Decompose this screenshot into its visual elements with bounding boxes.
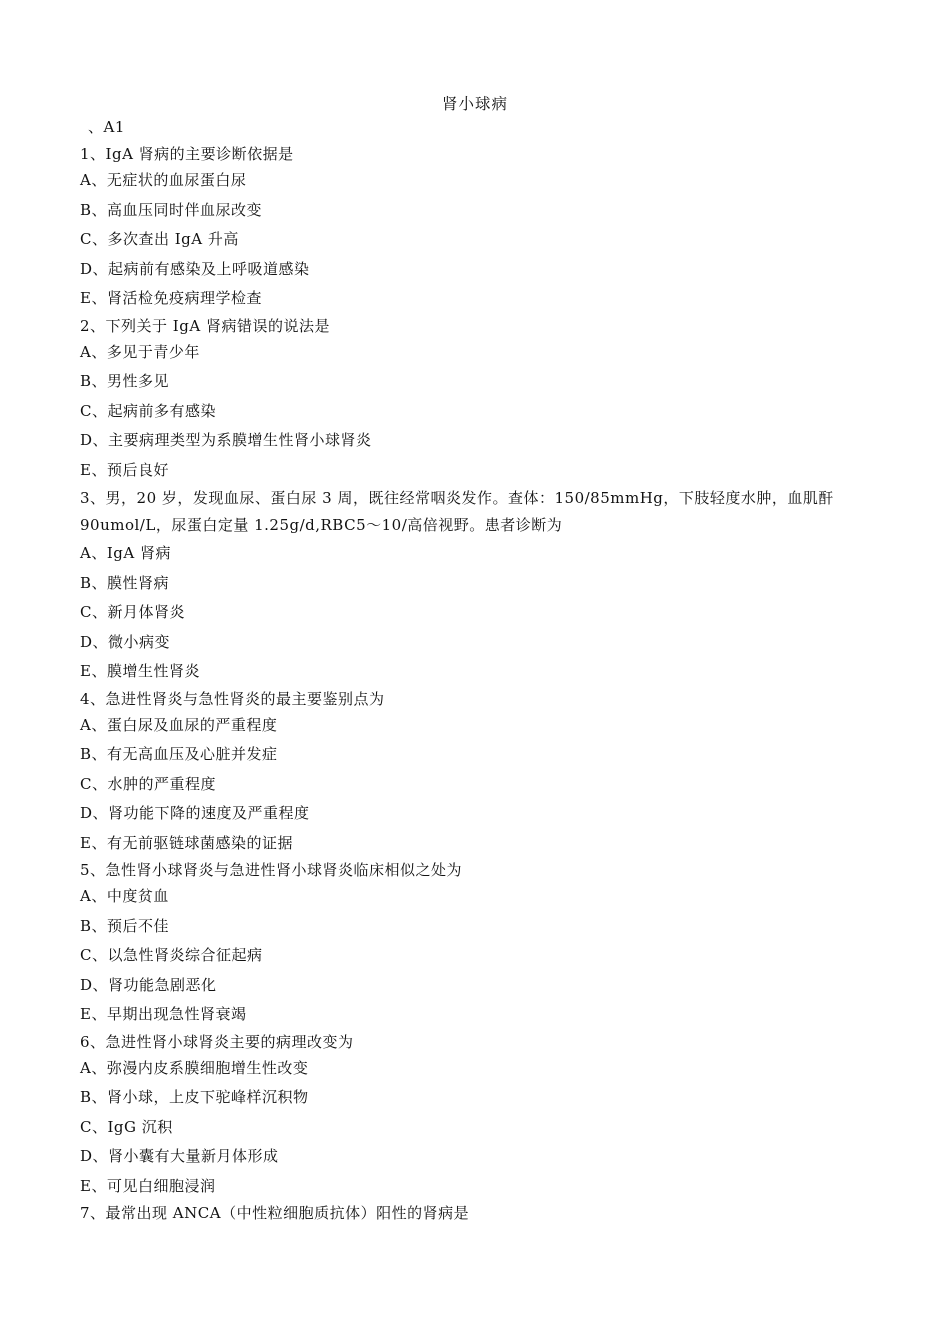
answer-option: C、IgG 沉积	[80, 1117, 173, 1136]
page-title: 肾小球病	[441, 95, 508, 113]
answer-option: D、肾小囊有大量新月体形成	[80, 1147, 279, 1165]
question-stem: 4、急进性肾炎与急性肾炎的最主要鉴别点为	[80, 689, 385, 708]
answer-option: C、多次查出 IgA 升高	[80, 230, 239, 248]
answer-option: B、高血压同时伴血尿改变	[80, 200, 263, 219]
answer-option: C、以急性肾炎综合征起病	[80, 946, 263, 964]
answer-option: D、主要病理类型为系膜增生性肾小球肾炎	[80, 431, 372, 449]
question-stem: 3、男，20 岁，发现血尿、蛋白尿 3 周，既往经常咽炎发作。查体：150/85mmHg，下肢轻度水肿，血肌酐 90umol/L，尿蛋白定量 1.25g/d,RBC5～10/高倍视野。患者诊断为	[80, 489, 834, 534]
answer-option: E、膜增生性肾炎	[80, 662, 200, 680]
answer-option: A、蛋白尿及血尿的严重程度	[80, 715, 278, 734]
answer-option: B、男性多见	[80, 372, 170, 390]
answer-option: C、水肿的严重程度	[80, 774, 216, 793]
answer-option: B、有无高血压及心脏并发症	[80, 745, 278, 763]
answer-option: E、有无前驱链球菌感染的证据	[80, 833, 293, 852]
answer-option: D、微小病变	[80, 632, 171, 651]
question-stem: 1、IgA 肾病的主要诊断依据是	[80, 145, 294, 163]
question-6	[80, 1030, 870, 1202]
question-2	[80, 314, 870, 486]
answer-option: A、中度贫血	[80, 887, 169, 905]
answer-option: C、起病前多有感染	[80, 401, 216, 420]
answer-option: E、预后良好	[80, 460, 169, 479]
answer-option: C、新月体肾炎	[80, 603, 185, 621]
answer-option: A、IgA 肾病	[80, 544, 171, 562]
answer-option: A、多见于青少年	[80, 342, 200, 361]
answer-option: D、起病前有感染及上呼吸道感染	[80, 259, 310, 278]
question-stem: 7、最常出现 ANCA（中性粒细胞质抗体）阳性的肾病是	[80, 1204, 470, 1222]
answer-option: D、肾功能急剧恶化	[80, 975, 217, 994]
question-5	[80, 858, 870, 1030]
answer-option: D、肾功能下降的速度及严重程度	[80, 804, 310, 822]
question-4	[80, 687, 870, 859]
question-3	[80, 485, 870, 687]
answer-option: E、可见白细胞浸润	[80, 1176, 216, 1195]
question-7	[80, 1201, 870, 1225]
question-stem: 2、下列关于 IgA 肾病错误的说法是	[80, 316, 330, 335]
answer-option: E、早期出现急性肾衰竭	[80, 1005, 247, 1023]
question-1	[80, 142, 870, 314]
question-list	[80, 142, 870, 1225]
answer-option: A、弥漫内皮系膜细胞增生性改变	[80, 1058, 309, 1077]
question-stem: 5、急性肾小球肾炎与急进性肾小球肾炎临床相似之处为	[80, 861, 463, 879]
answer-option: B、预后不佳	[80, 916, 170, 935]
answer-option: A、无症状的血尿蛋白尿	[80, 171, 247, 189]
question-stem: 6、急进性肾小球肾炎主要的病理改变为	[80, 1032, 354, 1051]
answer-option: E、肾活检免疫病理学检查	[80, 289, 262, 307]
answer-option: B、膜性肾病	[80, 573, 170, 592]
section-label: 、A1	[88, 118, 125, 136]
answer-option: B、肾小球，上皮下驼峰样沉积物	[80, 1088, 309, 1106]
